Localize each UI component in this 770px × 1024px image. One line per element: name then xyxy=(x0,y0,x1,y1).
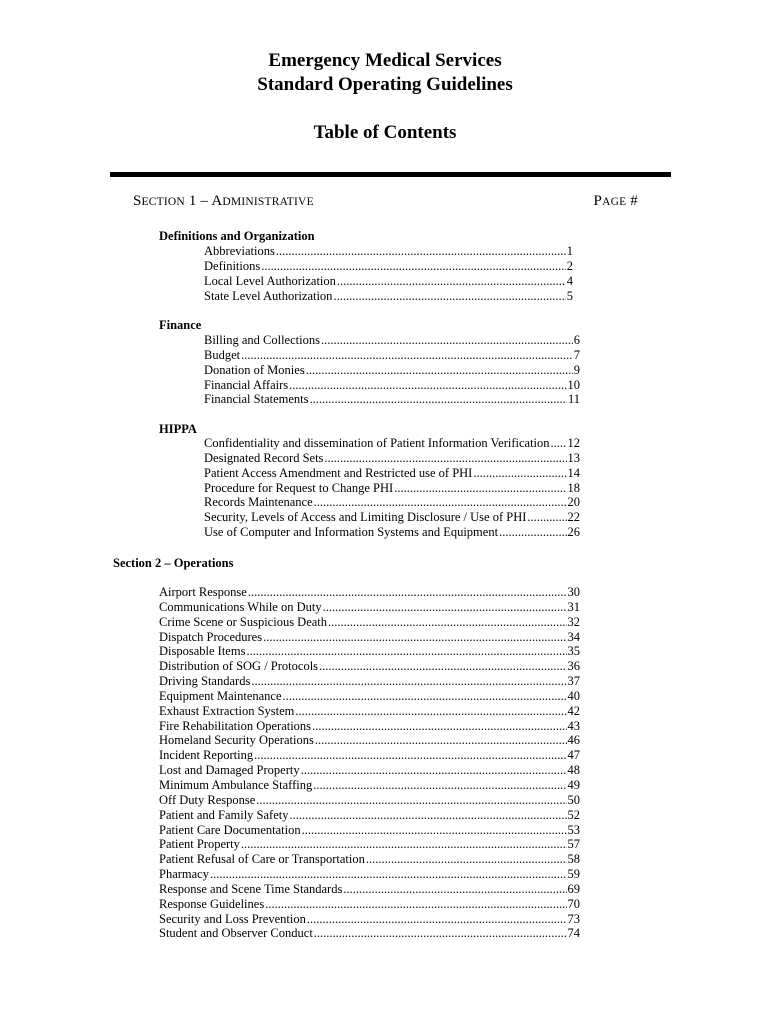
toc-entry[interactable]: Patient Care Documentation ..... 53 xyxy=(159,823,580,838)
group-label-definitions: Definitions and Organization xyxy=(159,229,315,243)
toc-entry[interactable]: Billing and Collections ..... 6 xyxy=(204,333,580,348)
toc-entry[interactable]: Patient Access Amendment and Restricted use of PHI ..... 14 xyxy=(204,466,580,481)
group-label-hippa: HIPPA xyxy=(159,422,197,436)
toc-list-hippa xyxy=(204,436,580,540)
toc-entry[interactable]: Definitions ..... 2 xyxy=(204,259,573,274)
toc-entry[interactable]: Dispatch Procedures ..... 34 xyxy=(159,630,580,645)
group-label-finance: Finance xyxy=(159,318,202,332)
toc-entry[interactable]: Incident Reporting ..... 47 xyxy=(159,748,580,763)
toc-entry[interactable]: Exhaust Extraction System ..... 42 xyxy=(159,704,580,719)
toc-entry[interactable]: Records Maintenance ..... 20 xyxy=(204,495,580,510)
toc-entry[interactable]: Patient Property ..... 57 xyxy=(159,837,580,852)
toc-entry[interactable]: Designated Record Sets ..... 13 xyxy=(204,451,580,466)
toc-entry[interactable]: Confidentiality and dissemination of Patient Information Verification ..... 12 xyxy=(204,436,580,451)
toc-entry[interactable]: Fire Rehabilitation Operations ..... 43 xyxy=(159,719,580,734)
toc-entry[interactable]: Disposable Items ..... 35 xyxy=(159,644,580,659)
toc-entry[interactable]: Financial Statements ..... 11 xyxy=(204,392,580,407)
page-column-label: PAGE # xyxy=(593,193,638,209)
toc-entry[interactable]: State Level Authorization ..... 5 xyxy=(204,289,573,304)
document-title-line2: Standard Operating Guidelines xyxy=(257,74,513,95)
toc-entry[interactable]: Airport Response ..... 30 xyxy=(159,585,580,600)
toc-entry[interactable]: Student and Observer Conduct ..... 74 xyxy=(159,926,580,941)
toc-entry[interactable]: Patient Refusal of Care or Transportation ..... 58 xyxy=(159,852,580,867)
document-title-line1: Emergency Medical Services xyxy=(268,50,502,71)
toc-entry[interactable]: Minimum Ambulance Staffing ..... 49 xyxy=(159,778,580,793)
toc-entry[interactable]: Patient and Family Safety ..... 52 xyxy=(159,808,580,823)
toc-entry[interactable]: Pharmacy ..... 59 xyxy=(159,867,580,882)
toc-list-finance xyxy=(204,333,580,407)
toc-entry[interactable]: Security and Loss Prevention ..... 73 xyxy=(159,912,580,927)
toc-entry[interactable]: Procedure for Request to Change PHI ..... 18 xyxy=(204,481,580,496)
toc-list-operations xyxy=(159,585,580,941)
toc-entry[interactable]: Budget ..... 7 xyxy=(204,348,580,363)
heading-divider xyxy=(110,172,671,177)
toc-entry[interactable]: Distribution of SOG / Protocols ..... 36 xyxy=(159,659,580,674)
section1-header xyxy=(133,193,638,210)
toc-entry[interactable]: Financial Affairs ..... 10 xyxy=(204,378,580,393)
toc-entry[interactable]: Abbreviations ..... 1 xyxy=(204,244,573,259)
toc-entry[interactable]: Lost and Damaged Property ..... 48 xyxy=(159,763,580,778)
section2-title: Section 2 – Operations xyxy=(113,556,234,570)
toc-entry[interactable]: Donation of Monies ..... 9 xyxy=(204,363,580,378)
toc-entry[interactable]: Response Guidelines ..... 70 xyxy=(159,897,580,912)
toc-heading: Table of Contents xyxy=(313,122,457,143)
toc-entry[interactable]: Homeland Security Operations ..... 46 xyxy=(159,733,580,748)
section1-title: SECTION 1 – ADMINISTRATIVE xyxy=(133,193,314,209)
toc-entry[interactable]: Use of Computer and Information Systems and Equipment ..... 26 xyxy=(204,525,580,540)
toc-entry[interactable]: Equipment Maintenance ..... 40 xyxy=(159,689,580,704)
toc-entry[interactable]: Response and Scene Time Standards ..... 69 xyxy=(159,882,580,897)
toc-list-definitions xyxy=(204,244,573,303)
toc-entry[interactable]: Off Duty Response ..... 50 xyxy=(159,793,580,808)
toc-entry[interactable]: Crime Scene or Suspicious Death ..... 32 xyxy=(159,615,580,630)
toc-entry[interactable]: Driving Standards ..... 37 xyxy=(159,674,580,689)
toc-entry[interactable]: Security, Levels of Access and Limiting Disclosure / Use of PHI ..... 22 xyxy=(204,510,580,525)
toc-entry[interactable]: Local Level Authorization ..... 4 xyxy=(204,274,573,289)
toc-entry[interactable]: Communications While on Duty ..... 31 xyxy=(159,600,580,615)
